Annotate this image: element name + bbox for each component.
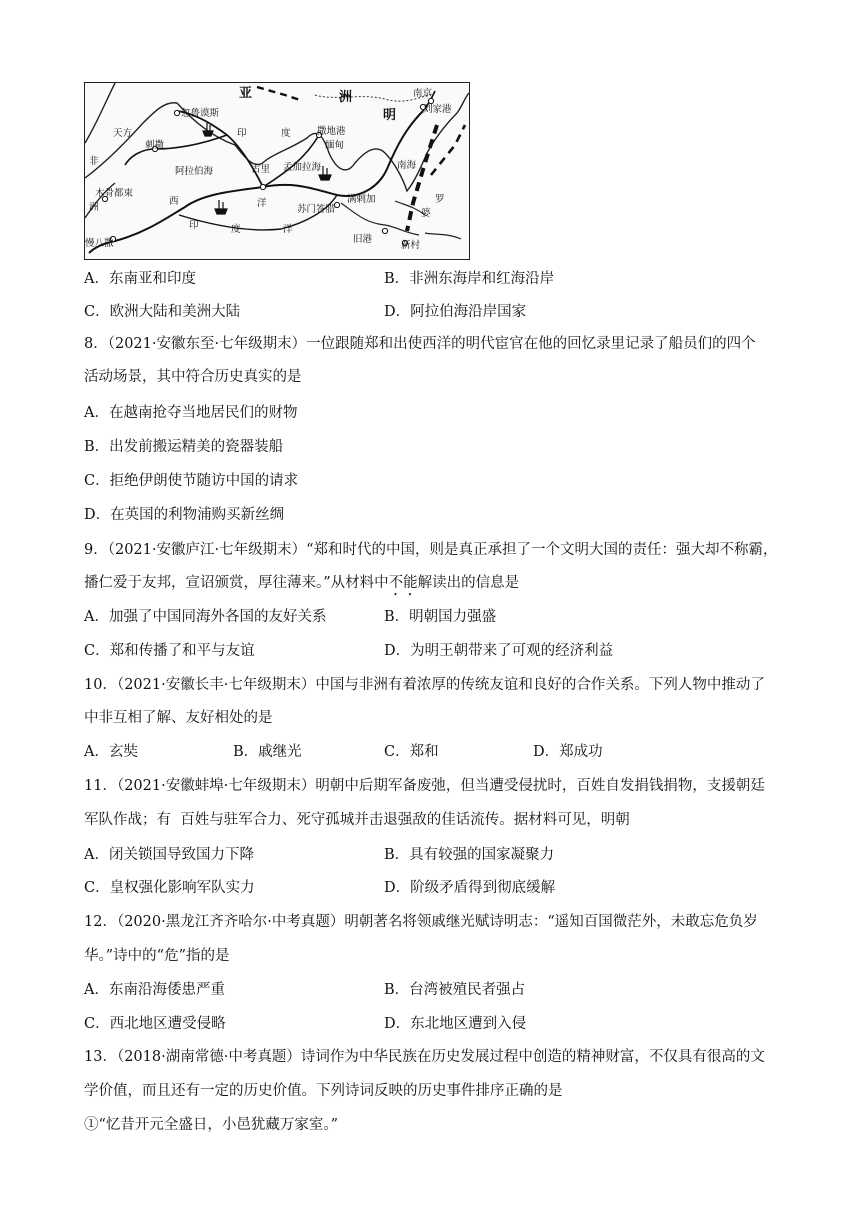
map-label-ya: 亚 (239, 86, 253, 101)
map-label-po: 婆 (421, 208, 431, 219)
q12-option-b: B．台湾被殖民者强占 (384, 982, 526, 998)
q9-stem-line2-pre: 播仁爱于友邦，宣诏颁赏，厚往薄来。”从材料中 (84, 575, 389, 591)
q7-option-a: A．东南亚和印度 (84, 271, 196, 287)
q7-option-d: D．阿拉伯海沿岸国家 (384, 304, 527, 320)
map-label-nanjing: 南京 (413, 88, 433, 99)
map-label-fei: 非 (89, 156, 99, 167)
q11-option-d: D．阶级矛盾得到彻底缓解 (384, 880, 556, 896)
q8-stem-line1: 8．（2021·安徽东至·七年级期末）一位跟随郑和出使西洋的明代宦官在他的回忆录里记录了船员们的四个 (84, 336, 756, 352)
q12-option-c: C．西北地区遭受侵略 (84, 1016, 226, 1032)
q10-option-b: B．戚继光 (233, 744, 302, 760)
map-label-du2: 度 (231, 224, 241, 235)
q8-option-c: C．拒绝伊朗使节随访中国的请求 (84, 473, 299, 489)
map-label-yin2: 印 (189, 220, 199, 231)
map-label-liujiagang: 刘家港 (423, 104, 452, 115)
map-label-yin: 印 (237, 128, 247, 139)
q12-option-d: D．东北地区遭到入侵 (384, 1016, 527, 1032)
q10-stem-line1: 10．（2021·安徽长丰·七年级期末）中国与非洲有着浓厚的传统友谊和良好的合作关系。下列人物中推动了 (84, 677, 765, 693)
map-label-du: 度 (281, 128, 291, 139)
map-label-luo: 罗 (435, 194, 445, 205)
map-label-ming: 明 (383, 108, 397, 123)
map-label-xincun: 新村 (401, 240, 421, 251)
q12-stem-line2: 华。”诗中的“危”指的是 (84, 948, 230, 964)
q9-emphasis-text: 不能 (388, 575, 418, 591)
map-label-mengjialahai: 孟加拉海 (283, 162, 322, 173)
map-drawing (85, 83, 469, 259)
map-label-lasa: 刺撒 (145, 140, 165, 151)
q9-stem-line1: 9．（2021·安徽庐江·七年级期末）“郑和时代的中国，则是真正承担了一个文明大国的责任：强大却不称霸， (84, 542, 778, 558)
map-label-tianfang: 天方 (113, 128, 133, 139)
q11-option-a: A．闭关锁国导致国力下降 (84, 847, 254, 863)
q8-option-a: A．在越南抢夺当地居民们的财物 (84, 405, 298, 421)
q13-stem-line2: 学价值，而且还有一定的历史价值。下列诗词反映的历史事件排序正确的是 (84, 1083, 563, 1099)
zheng-he-voyage-map (84, 82, 470, 260)
q9-stem-line2-post: 解读出的信息是 (417, 575, 520, 591)
q13-stem-line1: 13．（2018·湖南常德·中考真题）诗词作为中华民族在历史发展过程中创造的精神财富，不仅具有很高的文 (84, 1049, 765, 1065)
q7-option-b: B．非洲东海岸和红海沿岸 (384, 271, 555, 287)
map-label-manlajia: 满剌加 (347, 194, 376, 205)
map-label-manbasa: 慢八撒 (85, 238, 114, 249)
map-label-sumendala: 苏门答腊 (297, 204, 336, 215)
map-label-xi: 西 (169, 196, 179, 207)
q8-option-d: D．在英国的利物浦购买新丝绸 (84, 507, 285, 523)
q9-option-b: B．明朝国力强盛 (384, 609, 497, 625)
q10-option-d: D．郑成功 (533, 744, 603, 760)
q11-option-c: C．皇权强化影响军队实力 (84, 880, 255, 896)
q10-stem-line2: 中非互相了解、友好相处的是 (84, 710, 273, 726)
q8-stem-line2: 活动场景，其中符合历史真实的是 (84, 369, 302, 385)
q9-stem-line2 (84, 573, 519, 599)
map-label-yang: 洋 (257, 198, 267, 209)
q7-option-c: C．欧洲大陆和美洲大陆 (84, 304, 241, 320)
q11-stem-line2: 军队作战；有 百姓与驻军合力、死守孤城并击退强敌的佳话流传。据材料可见，明朝 (84, 812, 630, 828)
q11-stem-line1: 11．（2021·安徽蚌埠·七年级期末）明朝中后期军备废弛，但当遭受侵扰时，百姓自发捐钱捐物，支援朝廷 (84, 778, 765, 794)
q9-option-d: D．为明王朝带来了可观的经济利益 (384, 643, 614, 659)
map-label-alabohai: 阿拉伯海 (175, 166, 214, 177)
q12-stem-line1: 12．（2020·黑龙江齐齐哈尔·中考真题）明朝著名将领戚继光赋诗明志：“遥知百国微茫外，未敢忘危负岁 (84, 914, 758, 930)
map-label-hulumosi: 忽鲁谟斯 (181, 108, 220, 119)
q10-option-a: A．玄奘 (84, 744, 138, 760)
map-label-miandian: 缅甸 (325, 140, 345, 151)
map-label-zhou-africa: 洲 (89, 202, 99, 213)
q12-option-a: A．东南沿海倭患严重 (84, 982, 225, 998)
q9-option-a: A．加强了中国同海外各国的友好关系 (84, 609, 327, 625)
map-label-zhou: 洲 (339, 90, 353, 105)
map-label-nanhai: 南海 (397, 160, 417, 171)
q10-option-c: C．郑和 (384, 744, 439, 760)
map-label-jiugang: 旧港 (353, 234, 373, 245)
q11-option-b: B．具有较强的国家凝聚力 (384, 847, 555, 863)
map-label-guli: 古里 (251, 164, 271, 175)
map-label-mugudushu: 木骨都束 (95, 188, 134, 199)
q8-option-b: B．出发前搬运精美的瓷器装船 (84, 439, 284, 455)
map-label-sadigang: 撒地港 (317, 126, 346, 137)
q13-item-1: ①“忆昔开元全盛日，小邑犹藏万家室。” (84, 1117, 339, 1133)
map-label-yang2: 洋 (283, 224, 293, 235)
q9-option-c: C．郑和传播了和平与友谊 (84, 643, 255, 659)
